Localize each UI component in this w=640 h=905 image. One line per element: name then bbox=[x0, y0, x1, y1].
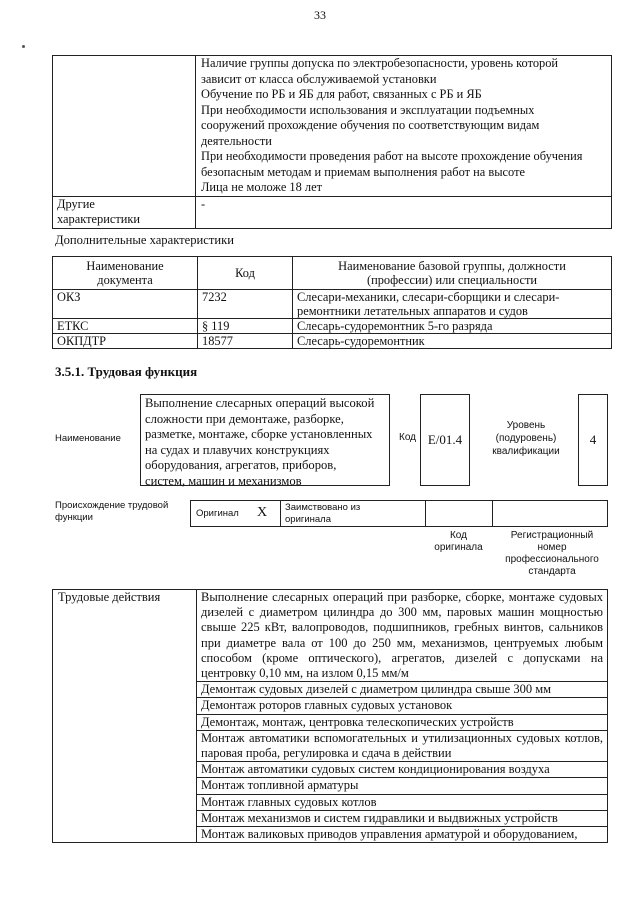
origin-label bbox=[55, 500, 168, 524]
borrowed-label-line: Заимствовано из bbox=[285, 502, 361, 513]
code-original-line: Код bbox=[449, 530, 467, 541]
function-line: систем, машин и механизмов bbox=[145, 473, 302, 488]
original-label: Оригинал bbox=[196, 508, 239, 519]
header-doc-line: документа bbox=[97, 273, 153, 287]
requirement-line: При необходимости использования и эксплуатации подъемных bbox=[201, 102, 535, 117]
function-line: на судах и плавучих конструкциях bbox=[145, 442, 330, 457]
requirement-line: сооружений прохождение обучения по соответствующим видам bbox=[201, 118, 540, 132]
labor-actions-table bbox=[52, 589, 608, 843]
origin-label-line: Происхождение трудовой bbox=[55, 500, 169, 511]
function-line: оборудования, агрегатов, приборов, bbox=[145, 458, 337, 473]
labor-action-item: Монтаж механизмов и систем гидравлики и выдвижных устройств bbox=[197, 810, 608, 826]
function-name-box bbox=[140, 394, 390, 486]
reg-number-cell bbox=[492, 500, 608, 527]
header-group-line: (профессии) или специальности bbox=[366, 273, 538, 287]
additional-characteristics-table bbox=[52, 256, 612, 349]
table-row bbox=[53, 590, 608, 682]
requirement-line: Лица не моложе 18 лет bbox=[201, 180, 323, 194]
cell-name bbox=[293, 290, 612, 319]
cell-doc: ЕТКС bbox=[53, 319, 198, 334]
scan-speck bbox=[22, 45, 25, 48]
reg-number-line: стандарта bbox=[528, 566, 576, 577]
cell-name-line: Слесари-механики, слесари-сборщики и слесари- bbox=[297, 290, 560, 304]
code-label: Код bbox=[399, 432, 417, 443]
origin-label-line: функции bbox=[55, 512, 93, 523]
reg-number-line: номер bbox=[537, 542, 567, 553]
requirements-label-cell bbox=[53, 56, 196, 197]
cell-code: § 119 bbox=[198, 319, 293, 334]
labor-action-item: Монтаж автоматики вспомогательных и утилизационных судовых котлов, паровая проба, регулировка и сдача в действии bbox=[197, 730, 608, 761]
requirements-table bbox=[52, 55, 612, 229]
requirement-line: безопасным методам и приемам выполнения работ на высоте bbox=[201, 164, 525, 179]
table-row bbox=[53, 319, 612, 334]
level-label bbox=[478, 419, 574, 458]
borrowed-label-line: оригинала bbox=[285, 514, 332, 525]
requirement-line: деятельности bbox=[201, 133, 272, 148]
other-characteristics-row bbox=[53, 196, 612, 228]
function-line: сложности при демонтаже, разборке, bbox=[145, 411, 344, 426]
other-characteristics-label bbox=[53, 196, 196, 228]
cell-name: Слесарь-судоремонтник 5-го разряда bbox=[293, 319, 612, 334]
labor-action-item: Монтаж топливной арматуры bbox=[197, 778, 608, 794]
other-label-line: характеристики bbox=[57, 212, 141, 226]
header-group-line: Наименование базовой группы, должности bbox=[338, 259, 566, 273]
requirements-row bbox=[53, 56, 612, 197]
code-original-line: оригинала bbox=[434, 542, 483, 553]
borrowed-cell bbox=[280, 500, 425, 527]
page-number: 33 bbox=[314, 8, 326, 22]
cell-code: 7232 bbox=[198, 290, 293, 319]
header-group bbox=[293, 257, 612, 290]
requirement-line: Наличие группы допуска по электробезопасности, уровень которой bbox=[201, 56, 559, 70]
original-mark: X bbox=[257, 505, 268, 520]
labor-action-item: Демонтаж, монтаж, центровка телескопических устройств bbox=[197, 714, 608, 730]
other-label-line: Другие bbox=[57, 196, 95, 211]
cell-doc: ОКПДТР bbox=[53, 334, 198, 349]
level-label-line: Уровень bbox=[506, 420, 546, 431]
labor-actions-label: Трудовые действия bbox=[53, 590, 197, 843]
requirement-line: Обучение по РБ и ЯБ для работ, связанных с РБ и ЯБ bbox=[201, 87, 482, 101]
labor-action-item: Демонтаж судовых дизелей с диаметром цилиндра свыше 300 мм bbox=[197, 682, 608, 698]
table-header-row bbox=[53, 257, 612, 290]
cell-code: 18577 bbox=[198, 334, 293, 349]
table-row bbox=[53, 290, 612, 319]
original-cell bbox=[190, 500, 280, 527]
labor-action-item: Выполнение слесарных операций при разборке, сборке, монтаже судовых дизелей с диаметром цилиндра до 300 мм, паровых машин мощностью свыше 225 кВт, валопроводов, подшипников, гребных винтов, сальников при диаметре вала от 100 до 250 мм, механизмов, центруемых любым способом (кроме оптического), агрегатов, дизелей с допусками на центровку 0,10 мм, на излом 0,15 мм/м bbox=[197, 590, 608, 682]
origin-row bbox=[190, 500, 608, 527]
requirement-line: зависит от класса обслуживаемой установки bbox=[201, 71, 437, 86]
reg-number-label bbox=[494, 530, 610, 578]
level-label-line: (подуровень) bbox=[495, 433, 557, 444]
header-doc-line: Наименование bbox=[86, 259, 164, 273]
reg-number-line: профессионального bbox=[505, 554, 599, 565]
cell-doc: ОКЗ bbox=[53, 290, 198, 319]
name-label: Наименование bbox=[55, 433, 121, 444]
cell-name: Слесарь-судоремонтник bbox=[293, 334, 612, 349]
requirement-line: При необходимости проведения работ на высоте прохождение обучения bbox=[201, 149, 583, 163]
labor-action-item: Монтаж валиковых приводов управления арматурой и оборудованием, bbox=[197, 827, 608, 843]
header-code: Код bbox=[198, 257, 293, 290]
level-label-line: квалификации bbox=[492, 446, 560, 457]
function-line: разметке, монтаже, сборке установленных bbox=[145, 427, 373, 442]
code-original-label bbox=[425, 530, 492, 554]
header-document bbox=[53, 257, 198, 290]
cell-name-line: ремонтники летательных аппаратов и судов bbox=[297, 304, 528, 318]
table-row bbox=[53, 334, 612, 349]
code-value-box: E/01.4 bbox=[420, 394, 470, 486]
other-characteristics-value: - bbox=[196, 196, 612, 228]
function-line: Выполнение слесарных операций высокой bbox=[145, 396, 375, 410]
labor-action-item: Демонтаж роторов главных судовых установок bbox=[197, 698, 608, 714]
additional-characteristics-title: Дополнительные характеристики bbox=[55, 233, 234, 247]
section-title: 3.5.1. Трудовая функция bbox=[55, 364, 198, 379]
code-original-cell bbox=[425, 500, 492, 527]
reg-number-line: Регистрационный bbox=[510, 530, 594, 541]
labor-action-item: Монтаж автоматики судовых систем кондиционирования воздуха bbox=[197, 762, 608, 778]
labor-action-item: Монтаж главных судовых котлов bbox=[197, 794, 608, 810]
requirements-cell bbox=[196, 56, 612, 197]
level-value-box: 4 bbox=[578, 394, 608, 486]
